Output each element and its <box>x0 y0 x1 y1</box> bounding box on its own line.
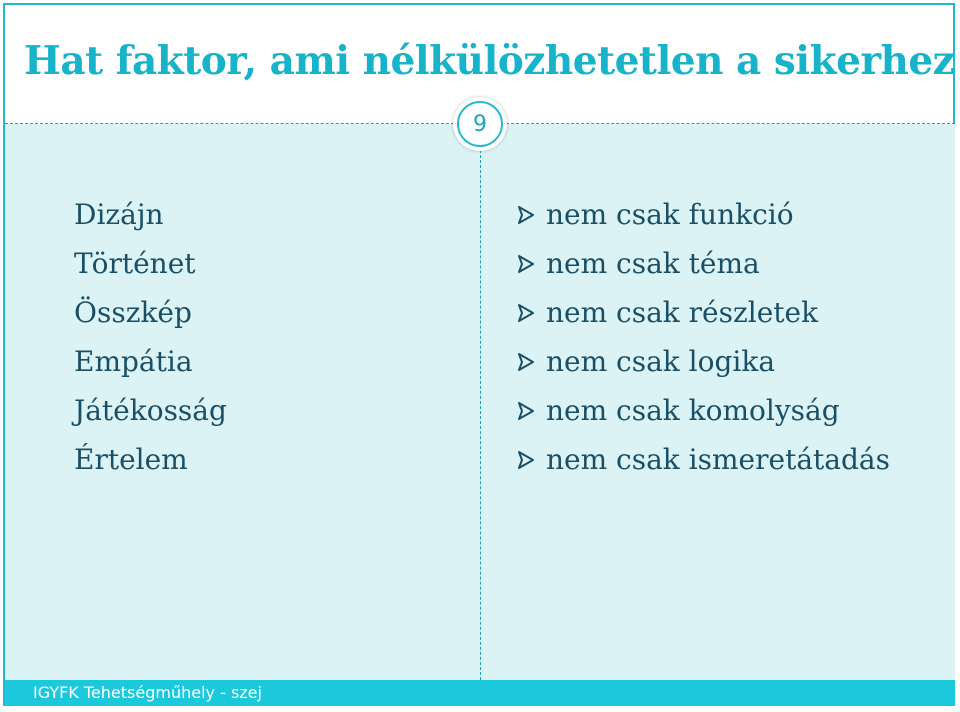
arrow-bullet-icon <box>515 302 537 324</box>
explanation-item <box>515 337 890 386</box>
explanation-item <box>515 435 890 484</box>
explanation-item <box>515 190 890 239</box>
vertical-divider <box>480 150 481 680</box>
arrow-bullet-icon <box>515 253 537 275</box>
factor-item: Összkép <box>74 296 192 329</box>
arrow-bullet-icon <box>515 351 537 373</box>
page-number-badge <box>453 97 507 151</box>
explanation-item <box>515 239 890 288</box>
page-number: 9 <box>457 101 503 147</box>
explanation-text: nem csak részletek <box>546 296 819 329</box>
arrow-bullet-icon <box>515 204 537 226</box>
explanation-text: nem csak téma <box>546 247 760 280</box>
explanation-text: nem csak logika <box>546 345 776 378</box>
explanation-text: nem csak komolyság <box>546 394 840 427</box>
footer-text: IGYFK Tehetségműhely - szej <box>33 683 262 702</box>
factor-list <box>74 190 227 484</box>
arrow-bullet-icon <box>515 400 537 422</box>
factor-item: Értelem <box>74 443 188 476</box>
factor-item: Játékosság <box>74 394 227 427</box>
explanation-item <box>515 288 890 337</box>
factor-item: Történet <box>74 247 196 280</box>
footer-bar <box>5 680 955 706</box>
explanation-list <box>515 190 890 484</box>
explanation-text: nem csak funkció <box>546 198 794 231</box>
factor-item: Empátia <box>74 345 193 378</box>
factor-item: Dizájn <box>74 198 164 231</box>
arrow-bullet-icon <box>515 449 537 471</box>
slide-title: Hat faktor, ami nélkülözhetetlen a sikerhez <box>24 38 955 84</box>
explanation-text: nem csak ismeretátadás <box>546 443 890 476</box>
explanation-item <box>515 386 890 435</box>
